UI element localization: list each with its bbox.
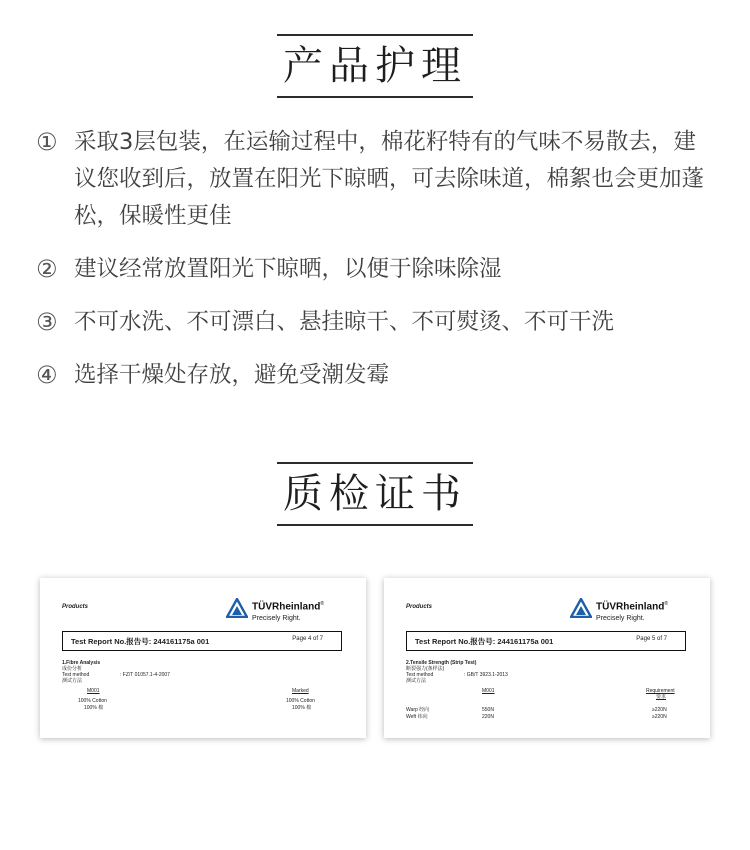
- result-value: 550N: [482, 707, 494, 713]
- care-item-text: 采取3层包装，在运输过程中，棉花籽特有的气味不易散去，建议您收到后，放置在阳光下晾晒，可去除味道，棉絮也会更加蓬松，保暖性更佳: [74, 129, 705, 229]
- care-item: [36, 357, 716, 394]
- col-header-sample: M001: [87, 688, 100, 694]
- logo-tagline: Precisely Right.: [596, 615, 645, 622]
- section-title-cn: 成份分析: [62, 666, 83, 672]
- method-label: Test method: [62, 672, 90, 678]
- method-label: Test method: [406, 672, 434, 678]
- result-label: Warp 经向: [406, 707, 430, 713]
- method-value: : GB/T 3923.1-2013: [464, 672, 508, 678]
- tuv-logo: [570, 598, 690, 632]
- care-item: [36, 304, 716, 341]
- logo-tagline: Precisely Right.: [252, 615, 301, 622]
- section-title: 1.Fibre Analysis: [62, 660, 101, 666]
- care-item-number: ③: [36, 308, 58, 336]
- report-number-box: [406, 631, 686, 651]
- care-item-text: 选择干燥处存放，避免受潮发霉: [74, 362, 390, 388]
- result-cell: 100% 棉: [84, 705, 104, 711]
- care-title-text: 产品护理: [277, 34, 473, 98]
- cert-header: Products: [406, 604, 433, 610]
- care-item: [36, 124, 716, 235]
- quality-section-title: [0, 462, 750, 526]
- result-value: 220N: [482, 714, 494, 720]
- col-header-requirement: Requirement: [646, 688, 675, 694]
- tuv-triangle-icon: [226, 598, 248, 618]
- report-page: Page 4 of 7: [292, 636, 323, 642]
- report-page: Page 5 of 7: [636, 636, 667, 642]
- report-number: Test Report No.报告号: 244161175a 001: [415, 637, 554, 646]
- care-item-number: ②: [36, 255, 58, 283]
- care-item-text: 不可水洗、不可漂白、悬挂晾干、不可熨烫、不可干洗: [74, 309, 615, 335]
- method-label-cn: 测试方法: [406, 678, 427, 684]
- cert-header: Products: [62, 604, 89, 610]
- result-label: Weft 纬向: [406, 714, 428, 720]
- care-item: [36, 251, 716, 288]
- logo-name: TÜVRheinland®: [252, 601, 325, 613]
- certificate-fibre-analysis[interactable]: [40, 578, 366, 738]
- col-header-marked: Marked: [292, 688, 309, 694]
- care-item-text: 建议经常放置阳光下晾晒，以便于除味除湿: [74, 256, 502, 282]
- logo-name: TÜVRheinland®: [596, 601, 669, 613]
- care-item-number: ④: [36, 361, 58, 389]
- result-requirement: ≥220N: [652, 714, 667, 720]
- tuv-triangle-icon: [570, 598, 592, 618]
- report-number: Test Report No.报告号: 244161175a 001: [71, 637, 210, 646]
- tuv-logo: [226, 598, 346, 632]
- method-value: : FZ/T 01057.1-4-2007: [120, 672, 170, 678]
- section-title-cn: 断裂强力(条样法): [406, 666, 445, 672]
- col-header-requirement-cn: 要求: [656, 694, 667, 700]
- care-instructions-list: [36, 124, 716, 410]
- result-cell: 100% Cotton: [78, 698, 107, 704]
- quality-title-text: 质检证书: [277, 462, 473, 526]
- care-section-title: [0, 34, 750, 98]
- section-title: 2.Tensile Strength (Strip Test): [406, 660, 477, 666]
- result-cell: 100% Cotton: [286, 698, 315, 704]
- col-header-sample: M001: [482, 688, 495, 694]
- result-cell: 100% 棉: [292, 705, 312, 711]
- report-number-box: [62, 631, 342, 651]
- method-label-cn: 测试方法: [62, 678, 83, 684]
- care-item-number: ①: [36, 128, 58, 156]
- result-requirement: ≥220N: [652, 707, 667, 713]
- certificate-tensile-strength[interactable]: [384, 578, 710, 738]
